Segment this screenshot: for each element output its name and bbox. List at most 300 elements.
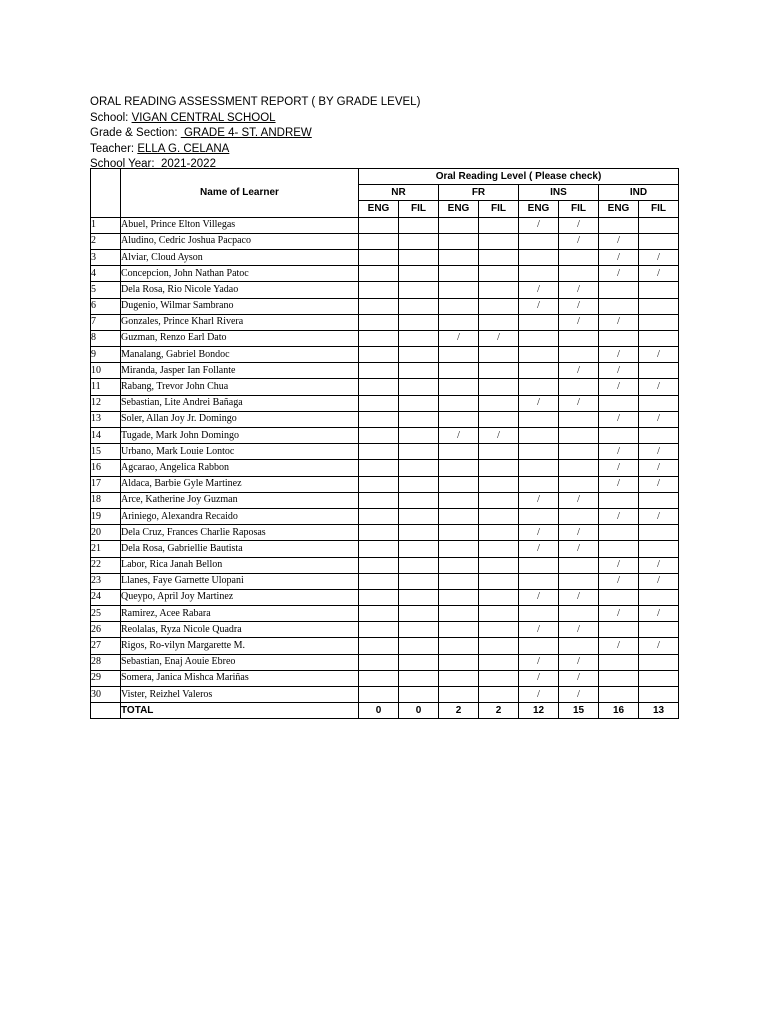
row-number: 21 <box>91 541 121 557</box>
check-cell <box>399 476 439 492</box>
check-cell <box>519 363 559 379</box>
table-row <box>91 508 679 524</box>
row-number: 29 <box>91 670 121 686</box>
check-cell <box>359 379 399 395</box>
check-cell <box>399 638 439 654</box>
learner-name: Urbano, Mark Louie Lontoc <box>121 444 359 460</box>
learner-name: Queypo, April Joy Martinez <box>121 589 359 605</box>
row-number: 18 <box>91 492 121 508</box>
check-cell <box>519 460 559 476</box>
check-cell <box>479 363 519 379</box>
check-cell: / <box>599 557 639 573</box>
check-cell <box>359 330 399 346</box>
check-cell <box>399 298 439 314</box>
check-cell <box>359 411 399 427</box>
check-cell: / <box>559 298 599 314</box>
check-cell <box>479 508 519 524</box>
check-cell <box>439 573 479 589</box>
row-number: 30 <box>91 687 121 703</box>
check-cell <box>399 557 439 573</box>
row-number: 9 <box>91 347 121 363</box>
row-number: 8 <box>91 330 121 346</box>
check-cell <box>639 687 679 703</box>
check-cell <box>479 687 519 703</box>
check-cell: / <box>559 589 599 605</box>
check-cell <box>439 525 479 541</box>
check-cell <box>359 266 399 282</box>
check-cell <box>439 508 479 524</box>
check-cell <box>599 282 639 298</box>
check-cell <box>639 525 679 541</box>
learner-name: Dugenio, Wilmar Sambrano <box>121 298 359 314</box>
table-row <box>91 266 679 282</box>
teacher-value: ELLA G. CELANA <box>137 142 230 155</box>
check-cell <box>479 589 519 605</box>
row-number: 23 <box>91 573 121 589</box>
check-cell: / <box>639 411 679 427</box>
check-cell <box>479 217 519 233</box>
check-cell <box>399 444 439 460</box>
check-cell: / <box>519 395 559 411</box>
table-row <box>91 606 679 622</box>
check-cell <box>599 217 639 233</box>
table-row <box>91 298 679 314</box>
check-cell: / <box>599 249 639 265</box>
check-cell <box>359 444 399 460</box>
check-cell <box>399 573 439 589</box>
year-value: 2021-2022 <box>157 158 216 170</box>
row-number: 25 <box>91 606 121 622</box>
subcol-header: FIL <box>399 201 439 217</box>
check-cell <box>519 444 559 460</box>
table-row <box>91 589 679 605</box>
table-row <box>91 557 679 573</box>
learner-name: Sebastian, Enaj Aouie Ebreo <box>121 654 359 670</box>
check-cell <box>519 638 559 654</box>
check-cell <box>479 411 519 427</box>
check-cell <box>479 314 519 330</box>
row-number: 16 <box>91 460 121 476</box>
check-cell <box>439 314 479 330</box>
table-row <box>91 525 679 541</box>
check-cell <box>439 249 479 265</box>
check-cell <box>599 492 639 508</box>
check-cell <box>439 460 479 476</box>
check-cell <box>599 525 639 541</box>
table-row <box>91 395 679 411</box>
check-cell: / <box>559 282 599 298</box>
check-cell <box>479 395 519 411</box>
check-cell <box>359 476 399 492</box>
grade-value: GRADE 4- ST. ANDREW <box>180 127 312 139</box>
check-cell <box>479 525 519 541</box>
number-header-cell <box>91 169 121 218</box>
check-cell <box>559 249 599 265</box>
level-ins-header: INS <box>519 185 599 201</box>
check-cell <box>439 411 479 427</box>
check-cell <box>359 233 399 249</box>
check-cell: / <box>599 363 639 379</box>
check-cell: / <box>519 298 559 314</box>
check-cell <box>399 395 439 411</box>
check-cell <box>359 557 399 573</box>
table-row <box>91 638 679 654</box>
row-number: 22 <box>91 557 121 573</box>
check-cell <box>399 460 439 476</box>
check-cell: / <box>639 444 679 460</box>
check-cell <box>599 298 639 314</box>
check-cell <box>479 541 519 557</box>
check-cell: / <box>599 347 639 363</box>
subcol-header: FIL <box>559 201 599 217</box>
check-cell: / <box>559 395 599 411</box>
learner-rows <box>91 217 679 703</box>
check-cell <box>439 347 479 363</box>
check-cell <box>519 330 559 346</box>
check-cell: / <box>439 330 479 346</box>
check-cell <box>639 395 679 411</box>
check-cell <box>359 508 399 524</box>
check-cell: / <box>639 347 679 363</box>
check-cell: / <box>479 428 519 444</box>
check-cell: / <box>599 573 639 589</box>
check-cell <box>639 670 679 686</box>
check-cell <box>599 428 639 444</box>
level-fr-header: FR <box>439 185 519 201</box>
check-cell <box>559 330 599 346</box>
check-cell <box>439 492 479 508</box>
check-cell <box>439 622 479 638</box>
check-cell <box>639 363 679 379</box>
check-cell <box>439 298 479 314</box>
check-cell <box>359 460 399 476</box>
learner-name: Somera, Janica Mishca Mariñas <box>121 670 359 686</box>
row-number: 2 <box>91 233 121 249</box>
check-cell: / <box>559 363 599 379</box>
learner-name: Tugade, Mark John Domingo <box>121 428 359 444</box>
grade-line <box>90 126 420 142</box>
check-cell <box>439 444 479 460</box>
check-cell: / <box>559 492 599 508</box>
check-cell <box>359 347 399 363</box>
table-row <box>91 444 679 460</box>
row-number: 3 <box>91 249 121 265</box>
row-number: 15 <box>91 444 121 460</box>
subcol-header: FIL <box>479 201 519 217</box>
check-cell <box>399 654 439 670</box>
learner-name: Llanes, Faye Garnette Ulopani <box>121 573 359 589</box>
total-value: 0 <box>399 703 439 719</box>
check-cell <box>399 330 439 346</box>
level-header: Oral Reading Level ( Please check) <box>359 169 679 185</box>
teacher-line <box>90 142 420 158</box>
table-row <box>91 492 679 508</box>
check-cell <box>359 541 399 557</box>
table-row <box>91 314 679 330</box>
check-cell <box>439 233 479 249</box>
check-cell: / <box>479 330 519 346</box>
total-row <box>91 703 679 719</box>
check-cell: / <box>599 379 639 395</box>
row-number: 4 <box>91 266 121 282</box>
table-row <box>91 217 679 233</box>
check-cell <box>559 638 599 654</box>
check-cell: / <box>639 460 679 476</box>
table-row <box>91 670 679 686</box>
learner-name: Agcarao, Angelica Rabbon <box>121 460 359 476</box>
check-cell: / <box>559 622 599 638</box>
grade-label: Grade & Section: <box>90 127 181 139</box>
check-cell <box>439 638 479 654</box>
check-cell <box>399 541 439 557</box>
check-cell <box>359 363 399 379</box>
check-cell: / <box>639 638 679 654</box>
check-cell: / <box>519 670 559 686</box>
check-cell <box>439 541 479 557</box>
check-cell: / <box>519 525 559 541</box>
check-cell <box>559 557 599 573</box>
check-cell <box>559 460 599 476</box>
check-cell <box>479 606 519 622</box>
check-cell: / <box>639 266 679 282</box>
check-cell <box>519 379 559 395</box>
check-cell <box>359 622 399 638</box>
learner-name: Guzman, Renzo Earl Dato <box>121 330 359 346</box>
report-title: ORAL READING ASSESSMENT REPORT ( BY GRADE LEVEL) <box>90 96 421 108</box>
school-label: School: <box>90 111 132 124</box>
check-cell <box>519 233 559 249</box>
total-label: TOTAL <box>121 703 359 719</box>
check-cell <box>559 476 599 492</box>
check-cell <box>399 670 439 686</box>
check-cell: / <box>639 476 679 492</box>
check-cell <box>399 282 439 298</box>
check-cell <box>599 541 639 557</box>
table-row <box>91 541 679 557</box>
row-number: 14 <box>91 428 121 444</box>
row-number: 17 <box>91 476 121 492</box>
row-number: 5 <box>91 282 121 298</box>
table-row <box>91 363 679 379</box>
learner-name: Vister, Reizhel Valeros <box>121 687 359 703</box>
table-row <box>91 687 679 703</box>
check-cell <box>639 622 679 638</box>
row-number: 28 <box>91 654 121 670</box>
learner-name: Aludino, Cedric Joshua Pacpaco <box>121 233 359 249</box>
check-cell <box>519 314 559 330</box>
check-cell <box>399 233 439 249</box>
total-value: 12 <box>519 703 559 719</box>
school-line <box>90 111 420 127</box>
table-row <box>91 330 679 346</box>
subcol-header: ENG <box>599 201 639 217</box>
check-cell <box>439 282 479 298</box>
learner-name: Rigos, Ro-vilyn Margarette M. <box>121 638 359 654</box>
check-cell: / <box>559 217 599 233</box>
check-cell <box>639 314 679 330</box>
check-cell <box>479 573 519 589</box>
check-cell <box>639 541 679 557</box>
check-cell <box>479 670 519 686</box>
check-cell: / <box>599 460 639 476</box>
check-cell <box>519 411 559 427</box>
check-cell: / <box>599 444 639 460</box>
check-cell <box>639 217 679 233</box>
check-cell <box>639 233 679 249</box>
check-cell <box>519 249 559 265</box>
subcol-header: FIL <box>639 201 679 217</box>
check-cell <box>599 687 639 703</box>
check-cell <box>399 363 439 379</box>
check-cell <box>359 282 399 298</box>
check-cell <box>359 573 399 589</box>
learner-name: Aldaca, Barbie Gyle Martinez <box>121 476 359 492</box>
check-cell <box>399 525 439 541</box>
report-header <box>90 95 420 173</box>
check-cell <box>559 266 599 282</box>
check-cell: / <box>599 411 639 427</box>
check-cell: / <box>639 508 679 524</box>
table-row <box>91 428 679 444</box>
check-cell <box>439 395 479 411</box>
check-cell: / <box>519 492 559 508</box>
check-cell <box>479 476 519 492</box>
check-cell <box>519 347 559 363</box>
check-cell <box>599 330 639 346</box>
check-cell <box>599 670 639 686</box>
learner-name: Ariniego, Alexandra Recaido <box>121 508 359 524</box>
check-cell: / <box>559 525 599 541</box>
check-cell: / <box>519 282 559 298</box>
check-cell: / <box>559 687 599 703</box>
check-cell: / <box>519 622 559 638</box>
check-cell <box>559 573 599 589</box>
row-number: 11 <box>91 379 121 395</box>
check-cell <box>519 428 559 444</box>
check-cell <box>639 298 679 314</box>
check-cell: / <box>519 217 559 233</box>
check-cell <box>439 606 479 622</box>
table-row <box>91 654 679 670</box>
check-cell <box>399 266 439 282</box>
learner-name: Dela Rosa, Gabriellie Bautista <box>121 541 359 557</box>
learner-name: Dela Cruz, Frances Charlie Raposas <box>121 525 359 541</box>
table-row <box>91 573 679 589</box>
check-cell <box>359 606 399 622</box>
check-cell <box>519 606 559 622</box>
check-cell <box>479 282 519 298</box>
row-number: 10 <box>91 363 121 379</box>
check-cell <box>359 687 399 703</box>
check-cell: / <box>559 541 599 557</box>
total-value: 2 <box>439 703 479 719</box>
check-cell: / <box>639 606 679 622</box>
table-row <box>91 379 679 395</box>
check-cell <box>639 654 679 670</box>
learner-name: Reolalas, Ryza Nicole Quadra <box>121 622 359 638</box>
assessment-table <box>90 168 679 719</box>
check-cell <box>359 492 399 508</box>
check-cell <box>439 266 479 282</box>
check-cell <box>559 606 599 622</box>
check-cell: / <box>599 638 639 654</box>
check-cell <box>639 492 679 508</box>
check-cell <box>599 395 639 411</box>
table-row <box>91 460 679 476</box>
check-cell <box>599 654 639 670</box>
total-value: 0 <box>359 703 399 719</box>
check-cell <box>639 282 679 298</box>
check-cell <box>399 622 439 638</box>
check-cell: / <box>559 233 599 249</box>
check-cell <box>479 622 519 638</box>
school-value: VIGAN CENTRAL SCHOOL <box>131 111 276 124</box>
check-cell <box>439 379 479 395</box>
check-cell <box>479 492 519 508</box>
check-cell <box>359 314 399 330</box>
check-cell <box>519 266 559 282</box>
table-row <box>91 347 679 363</box>
check-cell <box>399 217 439 233</box>
total-value: 2 <box>479 703 519 719</box>
learner-name: Labor, Rica Janah Bellon <box>121 557 359 573</box>
learner-name: Abuel, Prince Elton Villegas <box>121 217 359 233</box>
table-row <box>91 233 679 249</box>
check-cell <box>479 379 519 395</box>
learner-name: Alviar, Cloud Ayson <box>121 249 359 265</box>
table-row <box>91 476 679 492</box>
total-number-cell <box>91 703 121 719</box>
learner-name: Soler, Allan Joy Jr. Domingo <box>121 411 359 427</box>
check-cell <box>639 589 679 605</box>
check-cell <box>439 476 479 492</box>
check-cell <box>399 411 439 427</box>
check-cell <box>639 428 679 444</box>
row-number: 20 <box>91 525 121 541</box>
check-cell <box>359 428 399 444</box>
check-cell: / <box>639 249 679 265</box>
check-cell: / <box>519 541 559 557</box>
check-cell: / <box>599 606 639 622</box>
row-number: 19 <box>91 508 121 524</box>
learner-name: Concepcion, John Nathan Patoc <box>121 266 359 282</box>
level-nr-header: NR <box>359 185 439 201</box>
check-cell <box>359 638 399 654</box>
check-cell <box>599 622 639 638</box>
check-cell <box>439 363 479 379</box>
check-cell <box>599 589 639 605</box>
learner-name: Ramirez, Acee Rabara <box>121 606 359 622</box>
row-number: 6 <box>91 298 121 314</box>
check-cell <box>399 428 439 444</box>
check-cell: / <box>599 233 639 249</box>
subcol-header: ENG <box>359 201 399 217</box>
check-cell: / <box>639 379 679 395</box>
learner-name: Sebastian, Lite Andrei Bañaga <box>121 395 359 411</box>
check-cell <box>519 476 559 492</box>
row-number: 1 <box>91 217 121 233</box>
check-cell <box>399 379 439 395</box>
check-cell <box>559 411 599 427</box>
check-cell <box>559 428 599 444</box>
check-cell <box>479 249 519 265</box>
check-cell <box>359 298 399 314</box>
check-cell <box>559 379 599 395</box>
check-cell <box>479 638 519 654</box>
check-cell: / <box>519 654 559 670</box>
check-cell <box>359 217 399 233</box>
check-cell <box>399 347 439 363</box>
